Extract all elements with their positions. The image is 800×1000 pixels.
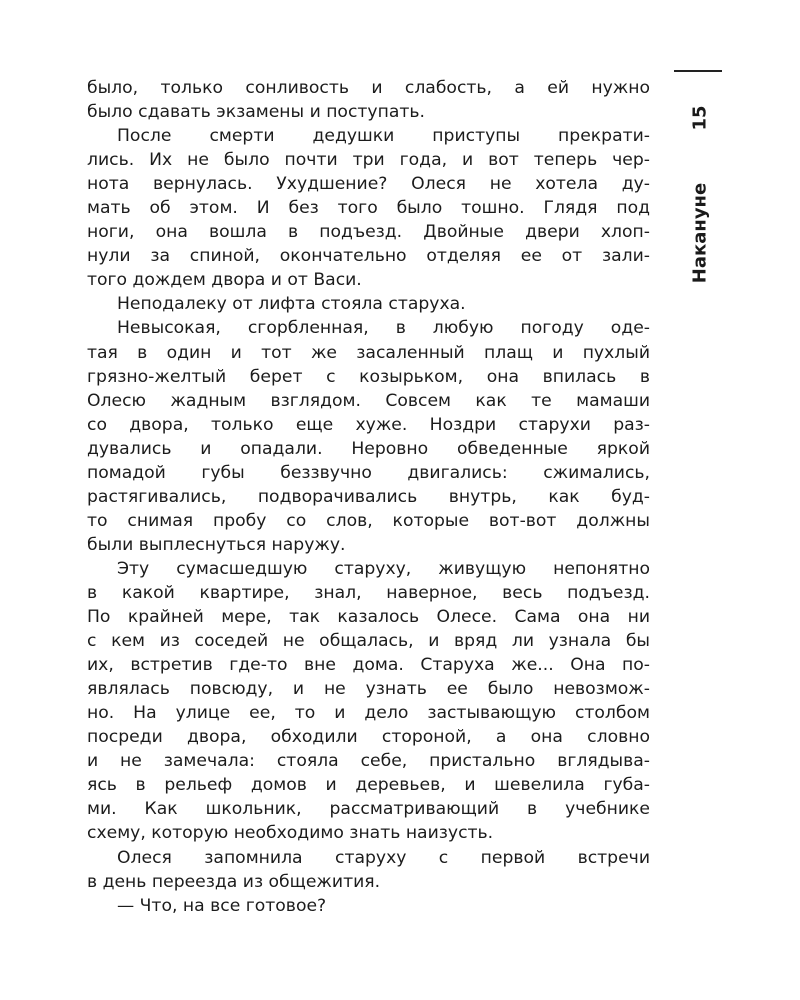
text-line: тая в один и тот же засаленный плащ и пухлый <box>87 342 650 363</box>
text-line: грязно-желтый берет с козырьком, она впилась в <box>87 366 650 387</box>
text-line: дувались и опадали. Неровно обведенные яркой <box>87 438 650 459</box>
margin-rule <box>674 70 722 72</box>
page-number: 15 <box>689 105 711 131</box>
text-line: было, только сонливость и слабость, а ей нужно <box>87 78 650 98</box>
text-line: мать об этом. И без того было тошно. Глядя под <box>87 198 650 219</box>
text-line: нули за спиной, окончательно отделяя ее от зали- <box>87 246 650 267</box>
text-line: лись. Их не было почти три года, и вот теперь чер- <box>87 150 650 171</box>
text-line: Эту сумасшедшую старуху, живущую непонятно <box>117 558 650 579</box>
text-line: в день переезда из общежития. <box>87 871 381 892</box>
text-line: с кем из соседей не общалась, и вряд ли узнала бы <box>87 631 650 652</box>
text-line: помадой губы беззвучно двигались: сжимались, <box>87 462 650 483</box>
text-line: После смерти дедушки приступы прекрати- <box>117 126 650 147</box>
text-line: растягивались, подворачивались внутрь, как буд- <box>87 486 650 507</box>
text-line: ясь в рельеф домов и деревьев, и шевелила губа- <box>87 775 650 796</box>
text-line: ноги, она вошла в подъезд. Двойные двери хлоп- <box>87 222 650 243</box>
text-line: нота вернулась. Ухудшение? Олеся не хотела ду- <box>87 174 650 195</box>
text-line: Олесю жадным взглядом. Совсем как те мамаши <box>87 390 650 411</box>
text-line: то снимая пробу со слов, которые вот-вот должны <box>87 510 650 531</box>
text-line: ми. Как школьник, рассматривающий в учебнике <box>87 799 650 820</box>
text-line: Неподалеку от лифта стояла старуха. <box>117 294 466 315</box>
text-line: было сдавать экзамены и поступать. <box>87 102 425 123</box>
text-line: но. На улице ее, то и дело застывающую столбом <box>87 703 650 724</box>
running-head-title: Накануне <box>689 182 711 284</box>
text-line: Олеся запомнила старуху с первой встречи <box>117 847 650 868</box>
text-line: По крайней мере, так казалось Олесе. Сама она ни <box>87 607 650 628</box>
text-line: того дождем двора и от Васи. <box>87 270 362 291</box>
text-line: Невысокая, сгорбленная, в любую погоду оде- <box>117 318 650 339</box>
text-line: со двора, только еще хуже. Ноздри старухи раз- <box>87 414 650 435</box>
text-line: схему, которую необходимо знать наизусть. <box>87 823 494 844</box>
text-line: и не замечала: стояла себе, пристально вглядыва- <box>87 751 650 772</box>
text-line: — Что, на все готовое? <box>117 895 327 916</box>
text-line: их, встретив где-то вне дома. Старуха же... Она по- <box>87 655 650 676</box>
body-text <box>87 76 650 918</box>
text-line: были выплеснуться наружу. <box>87 534 346 555</box>
text-line: являлась повсюду, и не узнать ее было невозмож- <box>87 679 650 700</box>
text-line: в какой квартире, знал, наверное, весь подъезд. <box>87 582 650 603</box>
text-line: посреди двора, обходили стороной, а она словно <box>87 727 650 748</box>
